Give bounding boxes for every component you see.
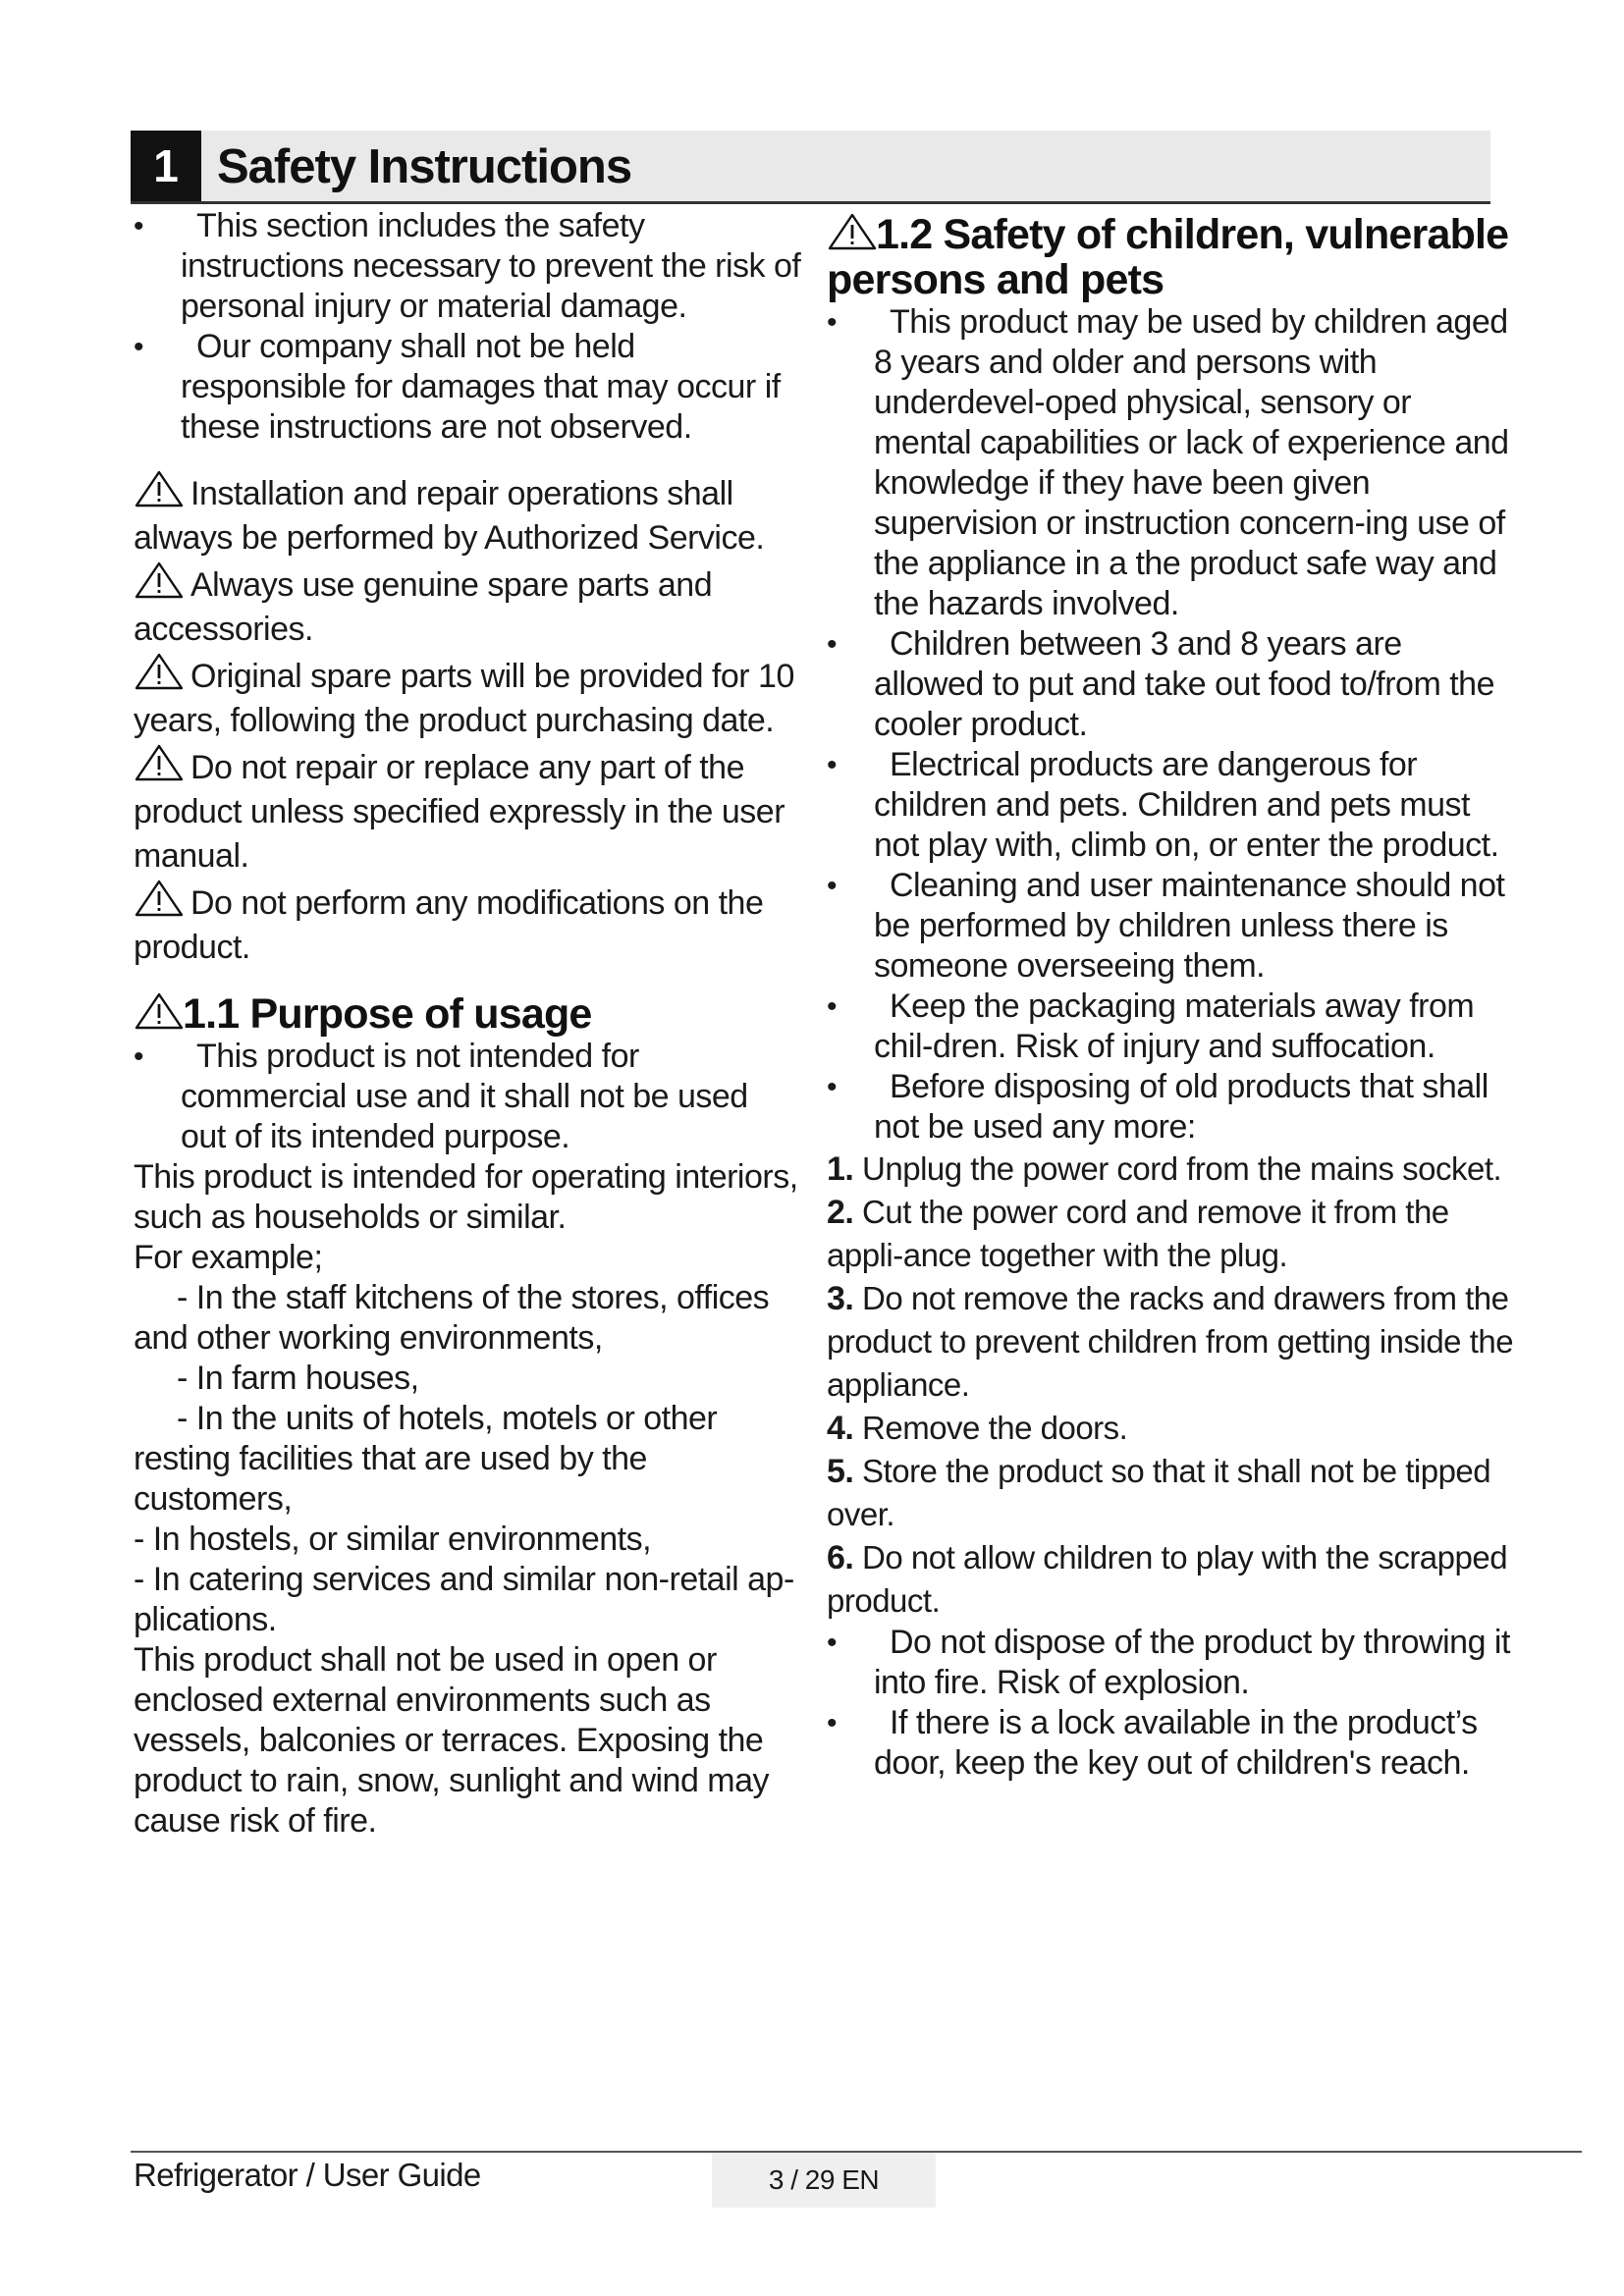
warning-paragraph: Original spare parts will be provided for 10 years, following the product purchasing date. xyxy=(134,652,801,743)
list-item: • Keep the packaging materials away from chil-dren. Risk of injury and suffocation. xyxy=(827,987,1514,1067)
list-item: • This product may be used by children aged 8 years and older and persons with underdevel-oped physical, sensory or mental capabilities or lack of experience and knowledge if they have been given supervision or instruction concern-ing use of the appliance in a the product safe way and the hazards involved. xyxy=(827,302,1514,624)
header-rule xyxy=(131,201,1490,204)
section-header xyxy=(131,131,1490,201)
numbered-step: 2. Cut the power cord and remove it from the appli-ance together with the plug. xyxy=(827,1194,1449,1273)
paragraph: This product is intended for operating interiors, such as households or similar. xyxy=(134,1158,798,1236)
example-item: - In the staff kitchens of the stores, offices and other working environments, xyxy=(134,1279,770,1357)
paragraph: This product shall not be used in open or enclosed external environments such as vessels, balconies or terraces. Exposing the product to rain, snow, sunlight and wind may cause risk of fire. xyxy=(134,1641,770,1840)
example-item: - In hostels, or similar environments, xyxy=(134,1521,652,1558)
warning-triangle-icon xyxy=(134,991,183,1031)
list-item: • This product is not intended for commercial use and it shall not be used out of its intended purpose. xyxy=(134,1037,801,1157)
warning-triangle-icon xyxy=(134,879,185,918)
warning-triangle-icon xyxy=(134,561,185,600)
subsection-heading: 1.1 Purpose of usage xyxy=(134,991,801,1037)
list-item: • Our company shall not be held responsible for damages that may occur if these instructions are not observed. xyxy=(134,327,801,448)
paragraph: For example; xyxy=(134,1239,323,1276)
warning-triangle-icon xyxy=(134,743,185,782)
numbered-step: 5. Store the product so that it shall not be tipped over. xyxy=(827,1453,1491,1532)
subsection-heading: 1.2 Safety of children, vulnerable persons and pets xyxy=(827,211,1509,303)
example-item: - In the units of hotels, motels or other resting facilities that are used by the customers, xyxy=(134,1400,718,1518)
left-column xyxy=(134,206,801,1842)
list-item: • If there is a lock available in the product’s door, keep the key out of children's reach. xyxy=(827,1703,1514,1784)
footer-doc-title: Refrigerator / User Guide xyxy=(134,2157,481,2193)
list-item: • Children between 3 and 8 years are allowed to put and take out food to/from the cooler product. xyxy=(827,624,1514,745)
right-column xyxy=(827,206,1514,1784)
section-title: Safety Instructions xyxy=(217,140,632,193)
list-item: • Before disposing of old products that shall not be used any more: xyxy=(827,1067,1514,1148)
numbered-step: 3. Do not remove the racks and drawers from the product to prevent children from getting inside the appliance. xyxy=(827,1280,1514,1403)
warning-paragraph: Do not repair or replace any part of the product unless specified expressly in the user manual. xyxy=(134,743,801,879)
section-number: 1 xyxy=(131,131,201,201)
list-item: • Cleaning and user maintenance should not be performed by children unless there is someone overseeing them. xyxy=(827,866,1514,987)
list-item: • Electrical products are dangerous for children and pets. Children and pets must not play with, climb on, or enter the product. xyxy=(827,745,1514,866)
numbered-step: 6. Do not allow children to play with the scrapped product. xyxy=(827,1539,1508,1619)
warning-paragraph: Do not perform any modifications on the product. xyxy=(134,879,801,970)
warning-paragraph: Installation and repair operations shall always be performed by Authorized Service. xyxy=(134,469,801,561)
example-item: - In farm houses, xyxy=(177,1360,419,1397)
warning-triangle-icon xyxy=(134,469,185,508)
warning-paragraph: Always use genuine spare parts and accessories. xyxy=(134,561,801,652)
numbered-step: 1. Unplug the power cord from the mains socket. xyxy=(827,1150,1502,1188)
warning-triangle-icon xyxy=(827,212,876,251)
list-item: • This section includes the safety instructions necessary to prevent the risk of personal injury or material damage. xyxy=(134,206,801,327)
page-number: 3 / 29 EN xyxy=(712,2153,936,2208)
numbered-step: 4. Remove the doors. xyxy=(827,1410,1128,1447)
warning-triangle-icon xyxy=(134,652,185,691)
list-item: • Do not dispose of the product by throwing it into fire. Risk of explosion. xyxy=(827,1623,1514,1703)
example-item: - In catering services and similar non-retail ap-plications. xyxy=(134,1561,794,1638)
